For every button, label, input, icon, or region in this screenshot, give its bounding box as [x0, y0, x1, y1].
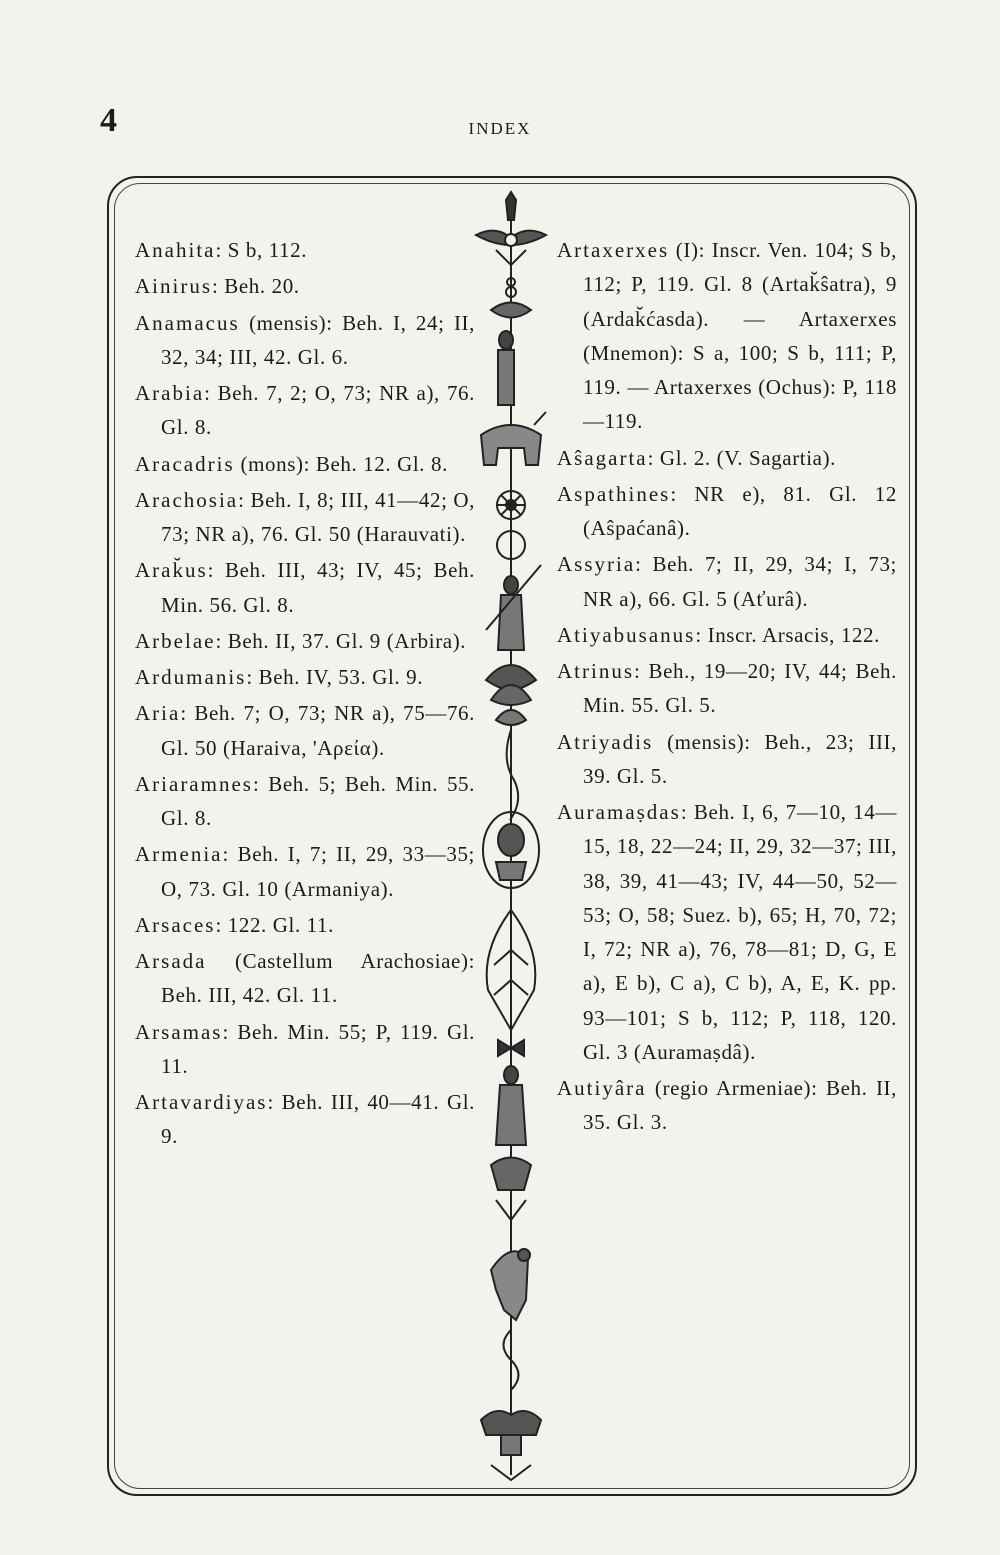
- index-entry-references: : S b, 112.: [215, 238, 308, 262]
- index-entry-headword: Assyria: [557, 552, 636, 577]
- index-entry-artaxerxes: [557, 233, 897, 439]
- index-entry-arachosia: [135, 483, 475, 552]
- index-entry-references: : Gl. 2. (V. Sagartia).: [647, 445, 837, 470]
- index-entry-references: : 122. Gl. 11.: [215, 912, 334, 937]
- index-entry-headword: Artavardiyas: [135, 1090, 268, 1114]
- index-entry-references: (mons): Beh. 12. Gl. 8.: [234, 451, 448, 476]
- index-entry-headword: Arachosia: [135, 487, 239, 512]
- index-entry-headword: Arsada: [135, 949, 207, 973]
- index-entry-references: (regio Armeniae): Beh. II, 35. Gl. 3.: [583, 1076, 897, 1135]
- index-entry-references: (mensis): Beh., 23; III, 39. Gl. 5.: [583, 729, 897, 788]
- index-entry-headword: Anahita: [135, 238, 216, 262]
- index-entry-references: : Beh. 7; O, 73; NR a), 75—76. Gl. 50 (Haraiva, 'Αρεία).: [161, 701, 475, 760]
- index-entry-headword: Artaxerxes: [557, 238, 670, 262]
- index-entry-headword: Anamacus: [135, 310, 240, 335]
- index-column-left: [135, 233, 475, 1156]
- index-entry-headword: Atiyabusanus: [557, 622, 696, 647]
- index-entry-headword: Atriyadis: [557, 729, 654, 754]
- index-entry-references: : Beh. 20.: [212, 274, 300, 299]
- index-entry-ainirus: [135, 269, 475, 303]
- index-entry-atrinus: [557, 654, 897, 723]
- index-entry-headword: Aspathines: [557, 481, 671, 506]
- index-entry-arsamas: [135, 1015, 475, 1084]
- index-entry-references: (I): Inscr. Ven. 104; S b, 112; P, 119. Gl. 8 (Artak̆ŝatra), 9 (Ardak̆ćasda). — Artaxerxes (Mnemon): S a, 100; S b, 111; P, 119. — Artaxerxes (Ochus): P, 118—119.: [583, 238, 897, 434]
- index-entry-ariaramnes: [135, 767, 475, 836]
- index-entry-headword: Arbelae: [135, 628, 216, 653]
- index-entry-headword: Atrinus: [557, 659, 634, 683]
- index-entry-references: : Beh. I, 6, 7—10, 14—15, 18, 22—24; II, 29, 32—37; III, 38, 39, 41—43; IV, 44—50, 52—53; O, 58; Suez. b), 65; H, 70, 72; I, 72; NR a), 76, 78—81; D, G, E a), E b), C a), C b), A, E, K. pp. 93—101; S b, 112; P, 118, 120. Gl. 3 (Auramaṣdâ).: [583, 800, 897, 1064]
- index-entry-references: : Inscr. Arsacis, 122.: [695, 622, 881, 647]
- index-entry-references: : Beh. III, 43; IV, 45; Beh. Min. 56. Gl. 8.: [161, 558, 475, 617]
- index-entry-references: : Beh. III, 40—41. Gl. 9.: [161, 1090, 475, 1149]
- index-entry-references: : Beh., 19—20; IV, 44; Beh. Min. 55. Gl. 5.: [583, 659, 897, 718]
- index-entry-arsada: [135, 944, 475, 1013]
- index-entry-arsaces: [135, 908, 475, 942]
- index-entry-headword: Autiyâra: [557, 1076, 647, 1100]
- index-entry-armenia: [135, 837, 475, 906]
- index-entry-references: : Beh. 7; II, 29, 34; I, 73; NR a), 66. Gl. 5 (Aťurâ).: [583, 552, 897, 611]
- index-entry-aracadris: [135, 447, 475, 481]
- index-entry-headword: Aria: [135, 701, 181, 726]
- index-entry-headword: Armenia: [135, 842, 223, 867]
- index-entry-headword: Ainirus: [135, 274, 212, 299]
- index-entry-anahita: [135, 233, 475, 267]
- index-entry-headword: Arabia: [135, 381, 205, 405]
- index-entry-headword: Arak̆us: [135, 558, 208, 583]
- index-entry-arbelae: [135, 624, 475, 658]
- index-entry-artavardiyas: [135, 1085, 475, 1154]
- index-entry-headword: Auramaṣdas: [557, 800, 681, 824]
- index-entry-headword: Aŝagarta: [557, 445, 648, 470]
- index-entry-headword: Arsaces: [135, 912, 216, 937]
- persian-column-ornament-icon: [466, 190, 556, 1490]
- index-entry-references: : NR e), 81. Gl. 12 (Aŝpaćanâ).: [583, 481, 897, 540]
- index-entry-assyria: [557, 547, 897, 616]
- index-entry-references: : Beh. I, 8; III, 41—42; O, 73; NR a), 76. Gl. 50 (Harauvati).: [161, 487, 475, 546]
- index-entry-arabia: [135, 376, 475, 445]
- index-entry-atriyadis: [557, 725, 897, 794]
- page-number: 4: [100, 102, 117, 139]
- index-entry-aria: [135, 696, 475, 765]
- index-entry-as-agarta: [557, 441, 897, 475]
- index-entry-auramas-das: [557, 795, 897, 1069]
- index-entry-references: (Castellum Arachosiae): Beh. III, 42. Gl. 11.: [161, 949, 475, 1008]
- index-entry-headword: Aracadris: [135, 451, 235, 476]
- index-entry-anamacus: [135, 306, 475, 375]
- index-entry-references: : Beh. 5; Beh. Min. 55. Gl. 8.: [161, 771, 475, 830]
- running-title: INDEX: [468, 119, 532, 138]
- index-entry-references: : Beh. 7, 2; O, 73; NR a), 76. Gl. 8.: [161, 381, 475, 440]
- index-entry-headword: Ariaramnes: [135, 771, 253, 796]
- index-entry-headword: Arsamas: [135, 1019, 223, 1044]
- index-entry-ardumanis: [135, 660, 475, 694]
- index-entry-references: : Beh. II, 37. Gl. 9 (Arbira).: [215, 628, 467, 653]
- index-entry-references: : Beh. Min. 55; P, 119. Gl. 11.: [161, 1019, 475, 1078]
- index-entry-aspathines: [557, 477, 897, 546]
- index-column-right: [557, 233, 897, 1142]
- index-entry-atiyabusanus: [557, 618, 897, 652]
- index-entry-references: : Beh. IV, 53. Gl. 9.: [246, 665, 424, 689]
- index-entry-arak-us: [135, 553, 475, 622]
- index-entry-references: : Beh. I, 7; II, 29, 33—35; O, 73. Gl. 10 (Armaniya).: [161, 842, 475, 901]
- index-entry-headword: Ardumanis: [135, 665, 247, 689]
- index-entry-references: (mensis): Beh. I, 24; II, 32, 34; III, 42. Gl. 6.: [161, 310, 475, 369]
- index-entry-autiya-ra: [557, 1071, 897, 1140]
